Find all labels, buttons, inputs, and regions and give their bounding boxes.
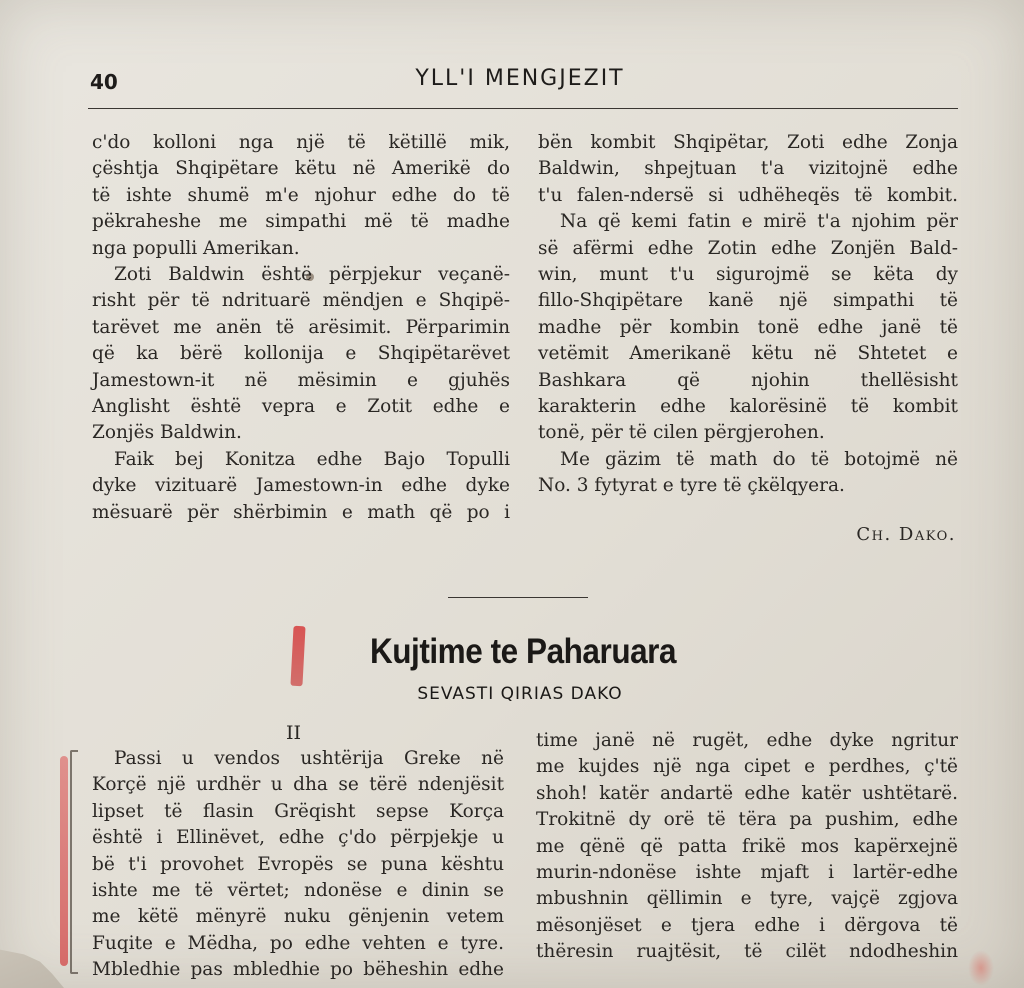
text-line: time janë në rugët, edhe dyke ngritur [536, 730, 958, 751]
text-line: është i Ellinëvet, edhe ç'do përpjekje u [92, 827, 504, 849]
text-line: shoh! katër andartë edhe katër ushtëtarë. [536, 782, 958, 804]
text-line: vetëmit Amerikanë këtu në Shtetet e [538, 343, 958, 365]
text-line: Korçë një urdhër u dha se tërë ndenjësit [92, 774, 504, 796]
text-line: Zoti Baldwin është përpjekur veçanë- [114, 264, 510, 286]
text-line: win, munt t'u sigurojmë se këta dy [538, 264, 958, 286]
text-line: t'u falen-ndersë si udhëheqës të kombit. [538, 184, 958, 206]
text-line: karakterin edhe kalorësinë të kombit [538, 396, 958, 418]
text-line: c'do kolloni nga një të këtillë mik, [92, 132, 510, 153]
text-line: tarëvet me anën të arësimit. Përparimin [92, 316, 510, 338]
text-line: Passi u vendos ushtërija Greke në [114, 748, 504, 769]
text-line: Baldwin, shpejtuan t'a vizitojnë edhe [538, 158, 958, 180]
red-pencil-mark [290, 626, 305, 687]
top-left-column [92, 130, 510, 526]
text-line: me kujdes një nga cipet e perdhes, ç'të [536, 756, 958, 778]
text-line: Zonjës Baldwin. [92, 422, 242, 444]
text-line: lipset të flasin Grëqisht sepse Korça [92, 800, 504, 822]
text-line: pëkraheshe me simpathi më të madhe [92, 211, 510, 233]
top-right-column [538, 130, 958, 500]
text-line: Bashkara që njohin thellësisht [538, 369, 958, 391]
text-line: tonë, për të cilen përgjerohen. [538, 422, 825, 444]
margin-bracket [70, 750, 78, 974]
text-line: të ishte shumë m'e njohur edhe do të [92, 184, 510, 206]
text-line: Mbledhie pas mbledhie po bëheshin edhe [92, 959, 504, 981]
text-line: mbushnin qëllimin e tyre, vajçë zgjova [536, 888, 958, 910]
text-line: Jamestown-it në mësimin e gjuhës [92, 369, 510, 391]
red-smudge [968, 950, 994, 986]
text-line: së afërmi edhe Zotin edhe Zonjën Bald- [538, 237, 958, 259]
text-line: dyke vizituarë Jamestown-in edhe dyke [92, 475, 510, 497]
text-line: nga populli Amerikan. [92, 237, 300, 259]
running-title: YLL'I MENGJEZIT [415, 66, 625, 91]
text-line: bën kombit Shqipëtar, Zoti edhe Zonja [538, 132, 958, 153]
page-number: 40 [90, 70, 118, 94]
red-pencil-margin-mark [60, 756, 68, 966]
text-line: Me gäzim të math do të botojmë në [560, 448, 958, 470]
text-line: murin-ndonëse ishte mjaft i lartër-edhe [536, 862, 958, 884]
text-line: Fuqite e Mëdha, po edhe vehten e tyre. [92, 932, 504, 954]
header-rule [88, 108, 958, 109]
text-line: bë t'i provohet Evropës se puna kështu [92, 853, 504, 875]
article-author: SEVASTI QIRIAS DAKO [417, 684, 623, 704]
text-line: Trokitnë dy orë të tëra pa pushim, edhe [536, 809, 958, 831]
article-title: Kujtime te Paharuara [369, 632, 677, 671]
bottom-left-column [92, 746, 504, 984]
text-line: Faik bej Konitza edhe Bajo Topulli [114, 448, 510, 470]
text-line: Na që kemi fatin e mirë t'a njohim për [560, 211, 958, 233]
text-line: ishte me të vërtet; ndonëse e dinin se [92, 880, 504, 902]
bottom-right-column [536, 728, 958, 966]
text-line: me këtë mënyrë nuku gënjenin vetem [92, 906, 504, 928]
text-line: Anglisht është vepra e Zotit edhe e [92, 396, 510, 418]
text-line: fillo-Shqipëtare kanë një simpathi të [538, 290, 958, 312]
text-line: mësuarë për shërbimin e math që po i [92, 501, 510, 523]
text-line: mësonjëset e tjera edhe i dërgova të [536, 914, 958, 936]
paper-tear [0, 940, 80, 988]
text-line: që ka bërë kollonija e Shqipëtarëvet [92, 343, 510, 365]
signature: Ch. Dako. [856, 524, 956, 545]
text-line: thëresin ruajtësit, të cilët ndodheshin [536, 941, 958, 963]
text-line: risht për të ndrituarë mëndjen e Shqipë- [92, 290, 510, 312]
text-line: madhe për kombin tonë edhe janë të [538, 316, 958, 338]
text-line: me qënë që patta frikë mos kapërxejnë [536, 835, 958, 857]
text-line: çështja Shqipëtare këtu në Amerikë do [92, 158, 510, 180]
section-numeral: II [286, 722, 302, 744]
text-line: No. 3 fytyrat e tyre të çkëlqyera. [538, 475, 845, 497]
section-divider [448, 597, 588, 598]
